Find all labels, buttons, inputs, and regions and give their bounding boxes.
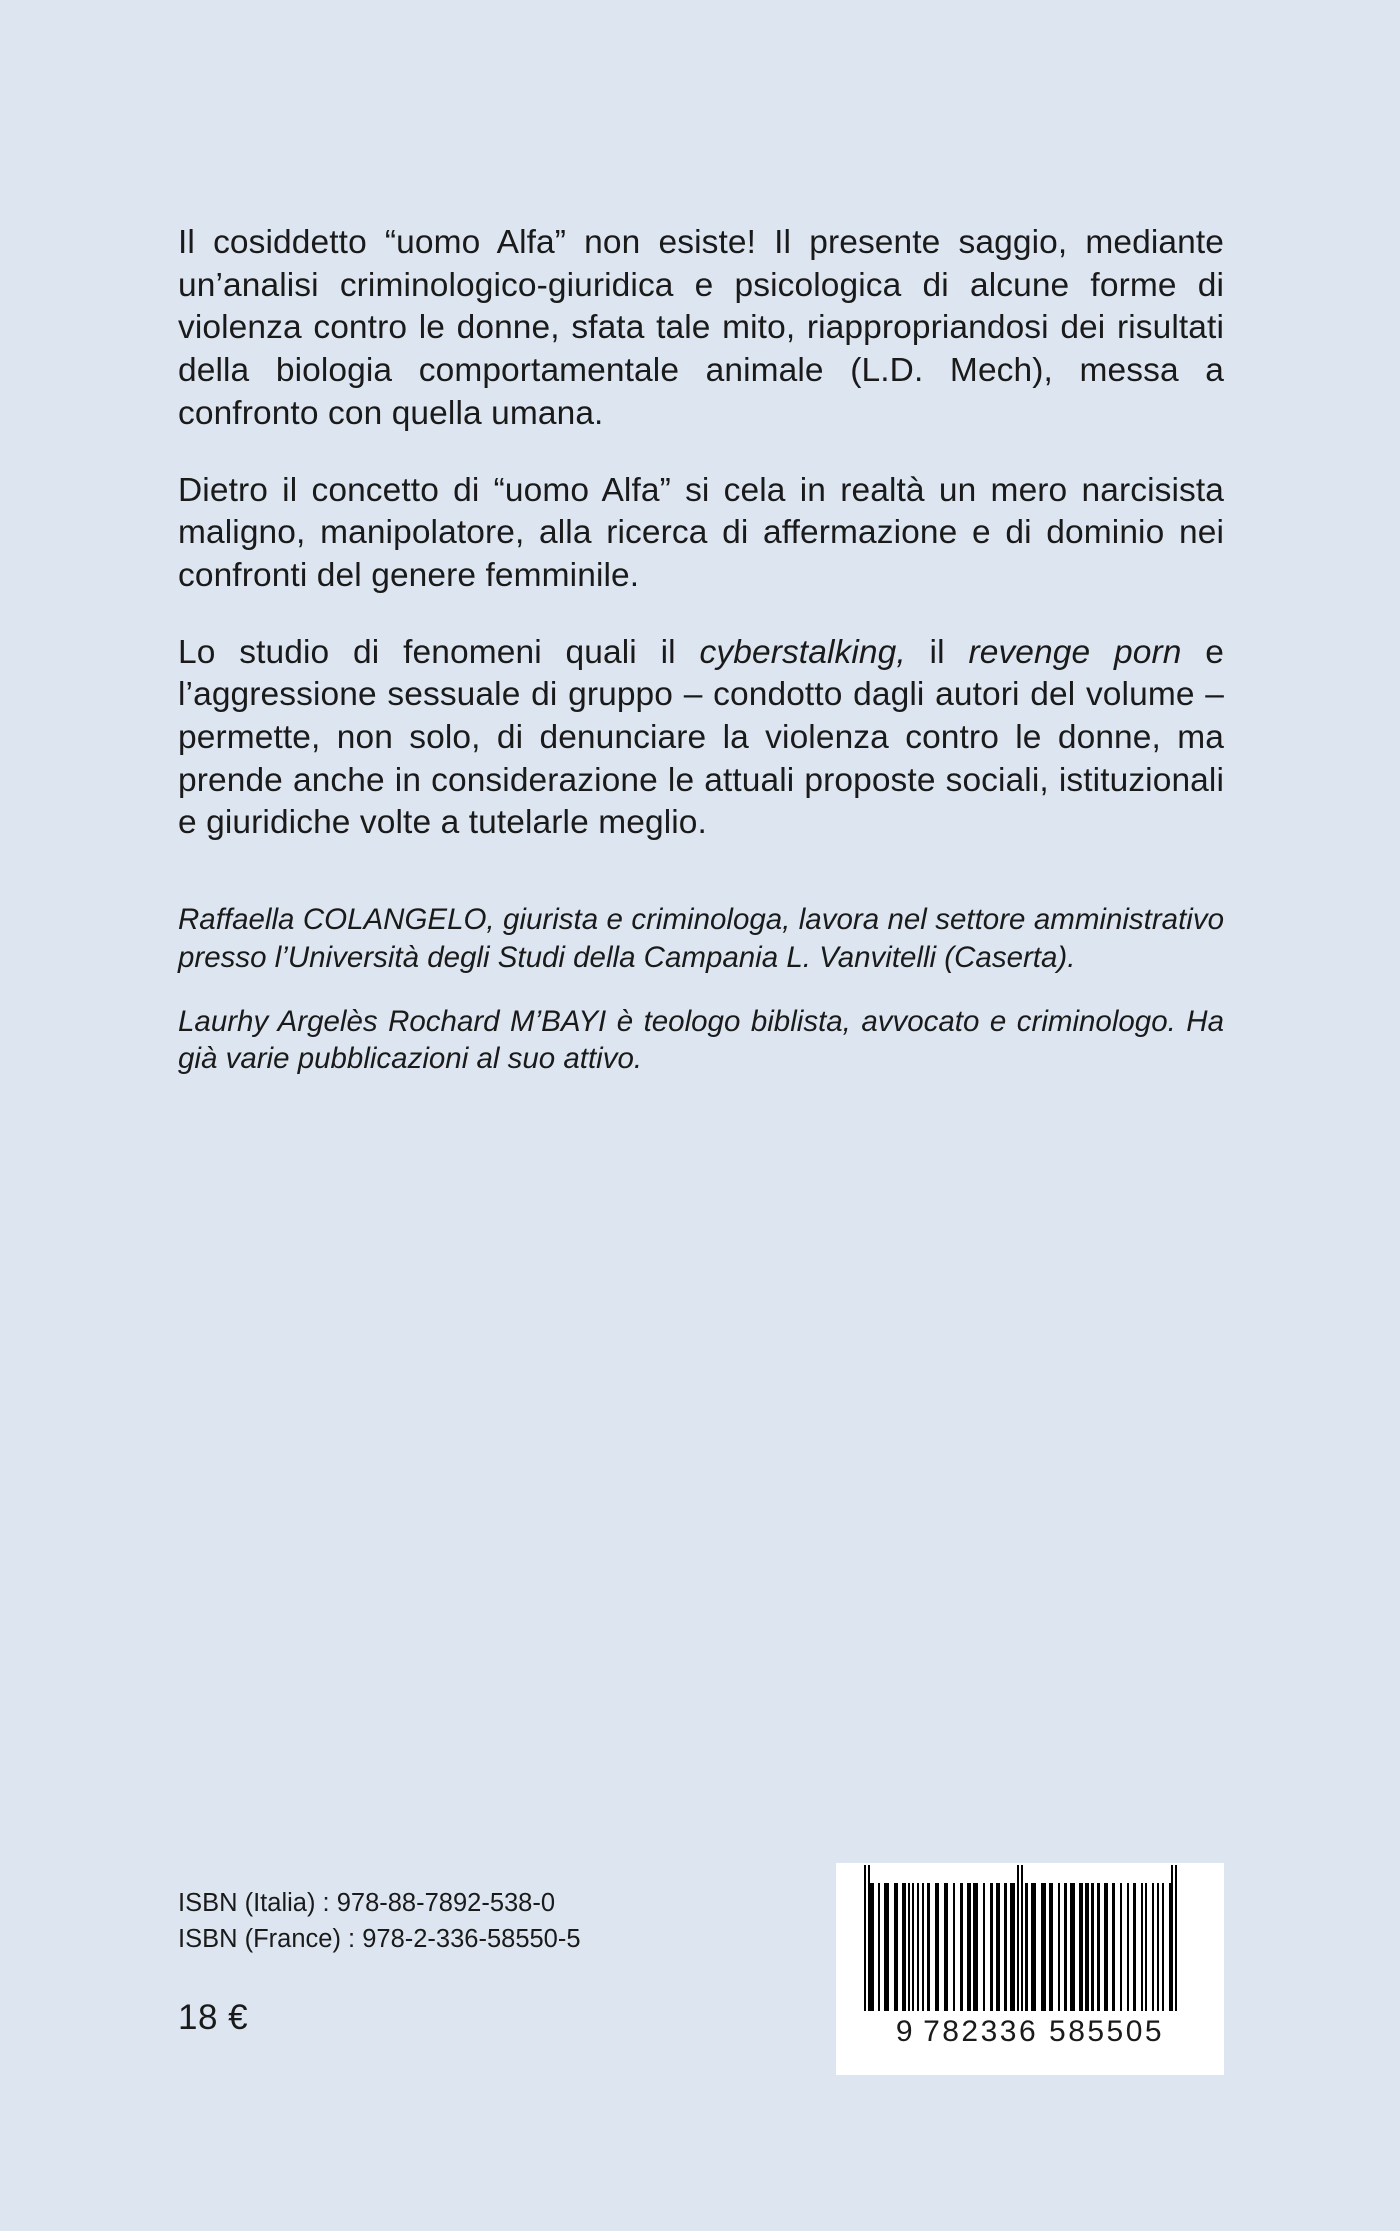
- term-cyberstalking: cyberstalking,: [699, 633, 906, 671]
- blurb-paragraph-3: [178, 632, 1224, 846]
- blurb-text-block: [178, 222, 1224, 1104]
- price-label: 18 €: [178, 1998, 249, 2037]
- footer-block: [178, 1863, 1224, 2123]
- blurb-paragraph-1-text: Il cosiddetto “uomo Alfa” non esiste! Il presente saggio, mediante un’analisi criminologico-giuridica e psicologica di alcune forme di violenza contro le donne, sfata tale mito, riappropriandosi dei risultati della biologia comportamentale animale (L.D. Mech), messa a confronto con quella umana.: [178, 224, 1224, 432]
- isbn-italy: ISBN (Italia) : 978-88-7892-538-0: [178, 1889, 556, 1917]
- blurb-paragraph-1: [178, 222, 1224, 436]
- barcode-digit-string: 782336 585505: [923, 2015, 1165, 2048]
- barcode-bars: [864, 1883, 1202, 2011]
- blurb-paragraph-3-text-c: e l’aggressione sessuale di gruppo – condotto dagli autori del volume – permette, non solo, di denunciare la violenza contro le donne, ma prende anche in considerazione le attuali proposte sociali, istituzionali e giuridiche volte a tutelarle meglio.: [178, 633, 1225, 842]
- author-bio-mbayi: Laurhy Argelès Rochard M’BAYI è teologo biblista, avvocato e criminologo. Ha già varie pubblicazioni al suo attivo.: [178, 1004, 1224, 1076]
- blurb-paragraph-3-text-a: Lo studio di fenomeni quali il: [178, 633, 700, 671]
- barcode-bar: [1175, 1865, 1177, 2011]
- isbn-france: ISBN (France) : 978-2-336-58550-5: [178, 1925, 581, 1954]
- blurb-paragraph-3-text-b: il: [905, 633, 969, 671]
- barcode-lead-digit: 9: [895, 2015, 916, 2048]
- blurb-paragraph-2-text: Dietro il concetto di “uomo Alfa” si cela in realtà un mero narcisista maligno, manipolatore, alla ricerca di affermazione e di dominio nei confronti del genere femminile.: [178, 471, 1224, 594]
- barcode-panel: [836, 1863, 1224, 2075]
- blurb-paragraph-2: [178, 470, 1224, 598]
- author-bios-block: [178, 901, 1224, 1078]
- barcode-digits: [858, 2015, 1202, 2049]
- term-revenge-porn: revenge porn: [968, 633, 1182, 671]
- isbn-group: [178, 1885, 581, 1957]
- author-bio-colangelo: Raffaella COLANGELO, giurista e criminologa, lavora nel settore amministrativo presso l’Università degli Studi della Campania L. Vanvitelli (Caserta).: [178, 903, 1224, 974]
